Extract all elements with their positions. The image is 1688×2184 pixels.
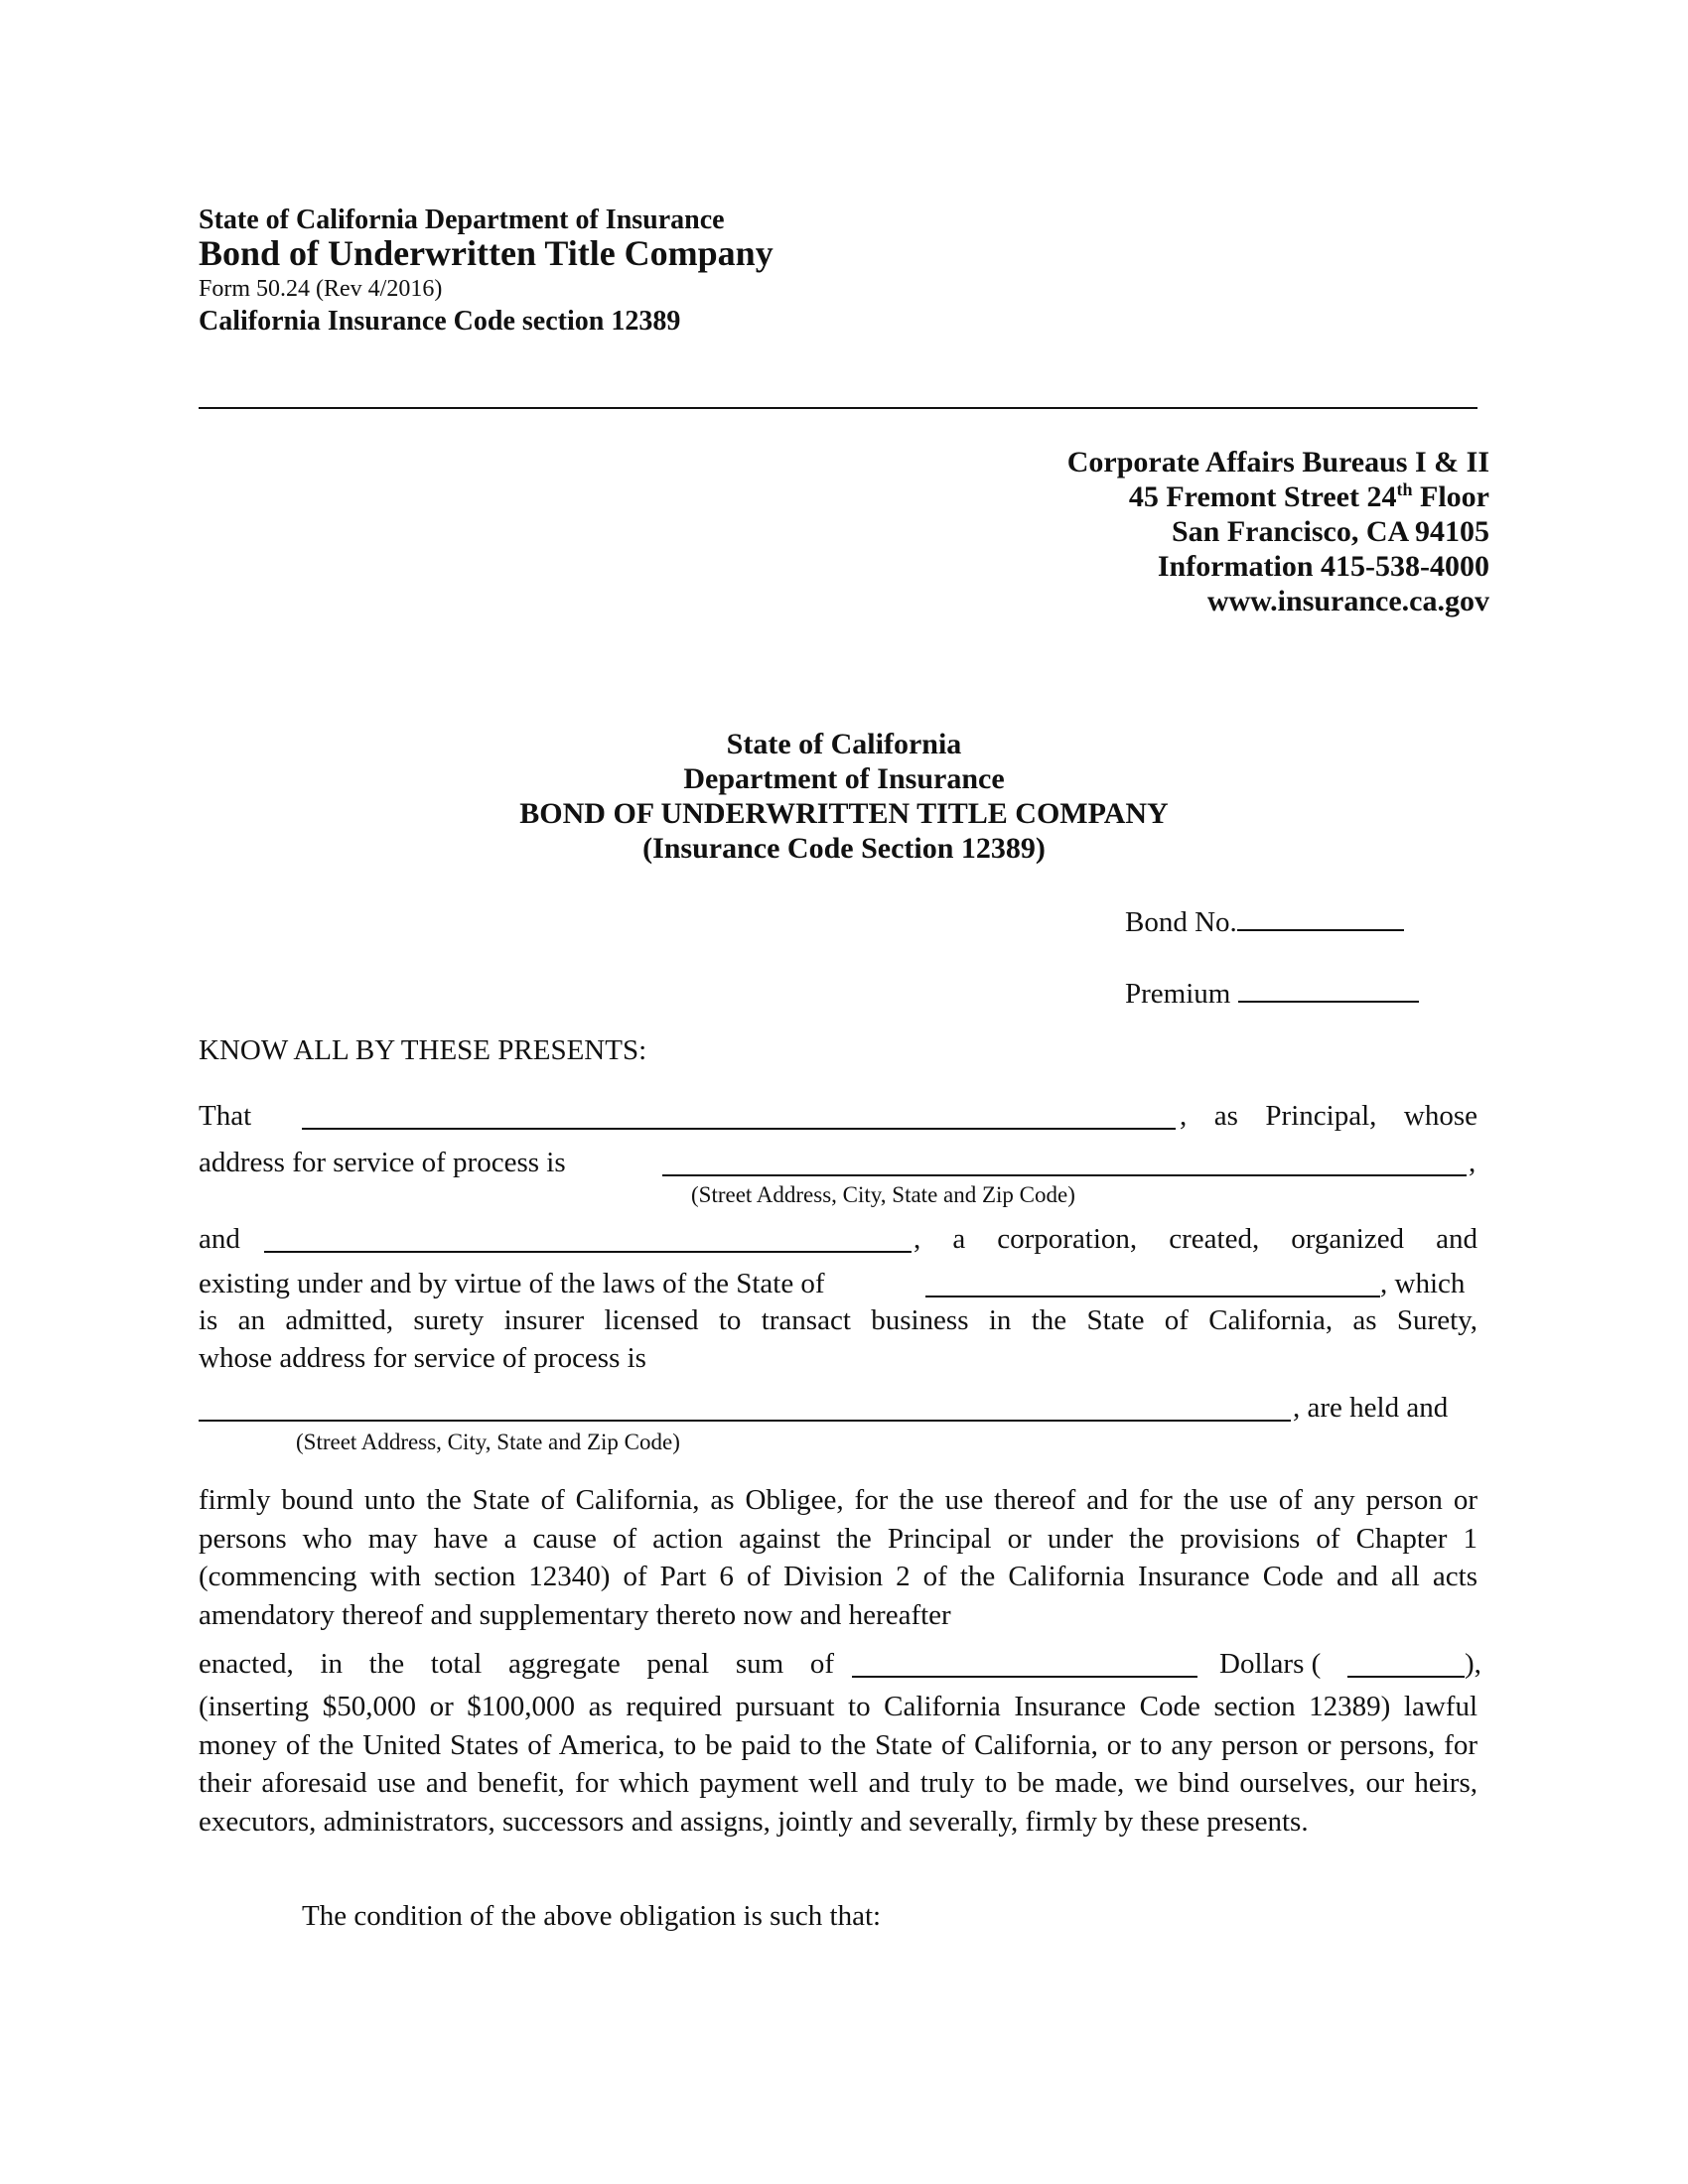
premium-label: Premium [1125,978,1231,1010]
premium-field[interactable] [1238,975,1419,1003]
penal-sum-amount-field[interactable] [1347,1650,1465,1678]
which-text: , which [1380,1268,1466,1299]
title-department: Department of Insurance [683,762,1005,795]
bureau-name: Corporate Affairs Bureaus I & II [1066,446,1489,478]
title-state: State of California [726,728,962,760]
form-title: Bond of Underwritten Title Company [199,233,774,273]
address-block [1067,445,1489,618]
principal-address-field[interactable] [662,1149,1467,1176]
address-comma: , [1469,1147,1477,1178]
whose-address-text: whose address for service of process is [199,1342,646,1374]
surety-state-field[interactable] [925,1270,1380,1297]
bond-no-label: Bond No. [1125,906,1237,938]
bond-no-field[interactable] [1237,903,1404,931]
money-paragraph: (inserting $50,000 or $100,000 as required pursuant to California Insurance Code section 12389) lawful money of the United States of America, to be paid to the State of California, or to any person or persons, for their aforesaid use and benefit, for which payment well and truly to be made, we bind ourselves, our heirs, executors, administrators, successors and assigns, jointly and severally, firmly by these presents. [199,1691,1477,1838]
surety-address-field[interactable] [199,1394,1291,1422]
admitted-text: is an admitted, surety insurer licensed to transact business in the State of California, as Surety, [199,1304,1477,1336]
premium-row [1125,975,1419,1011]
as-principal-text: , as Principal, whose [1180,1100,1477,1132]
form-number: Form 50.24 (Rev 4/2016) [199,276,443,302]
principal-address-caption: (Street Address, City, State and Zip Code) [691,1182,1075,1207]
phone-line: Information 415-538-4000 [1157,550,1489,583]
code-reference: California Insurance Code section 12389 [199,306,681,337]
city-line: San Francisco, CA 94105 [1171,515,1489,548]
enacted-text: enacted, in the total aggregate penal sum of [199,1648,834,1680]
title-bond: BOND OF UNDERWRITTEN TITLE COMPANY [519,797,1169,830]
address-service-label: address for service of process is [199,1147,566,1178]
bond-no-row [1125,903,1404,939]
header-divider [199,407,1477,409]
title-code: (Insurance Code Section 12389) [642,832,1046,865]
street-address: 45 Fremont Street 24th Floor [1128,479,1489,513]
agency-name: State of California Department of Insurance [199,205,725,235]
penal-sum-words-field[interactable] [852,1650,1197,1678]
held-text: , are held and [1293,1392,1449,1424]
existing-text: existing under and by virtue of the laws of the State of [199,1268,825,1299]
title-block [0,727,1688,866]
surety-address-caption: (Street Address, City, State and Zip Code) [296,1430,680,1454]
website: www.insurance.ca.gov [1206,585,1489,617]
surety-name-field[interactable] [264,1225,912,1253]
dollars-close: ), [1465,1648,1481,1680]
corporation-text: , a corporation, created, organized and [914,1223,1477,1255]
know-all-heading: KNOW ALL BY THESE PRESENTS: [199,1034,647,1066]
and-label: and [199,1223,240,1255]
dollars-open: Dollars ( [1219,1648,1322,1680]
that-label: That [199,1100,252,1132]
principal-name-field[interactable] [302,1102,1176,1130]
condition-text: The condition of the above obligation is such that: [302,1900,882,1932]
bound-paragraph: firmly bound unto the State of California, as Obligee, for the use thereof and for the use of any person or persons who may have a cause of action against the Principal or under the provisions of Chapter 1 (commencing with section 12340) of Part 6 of Division 2 of the California Insurance Code and all acts amendatory thereof and supplementary thereto now and hereafter [199,1484,1477,1631]
